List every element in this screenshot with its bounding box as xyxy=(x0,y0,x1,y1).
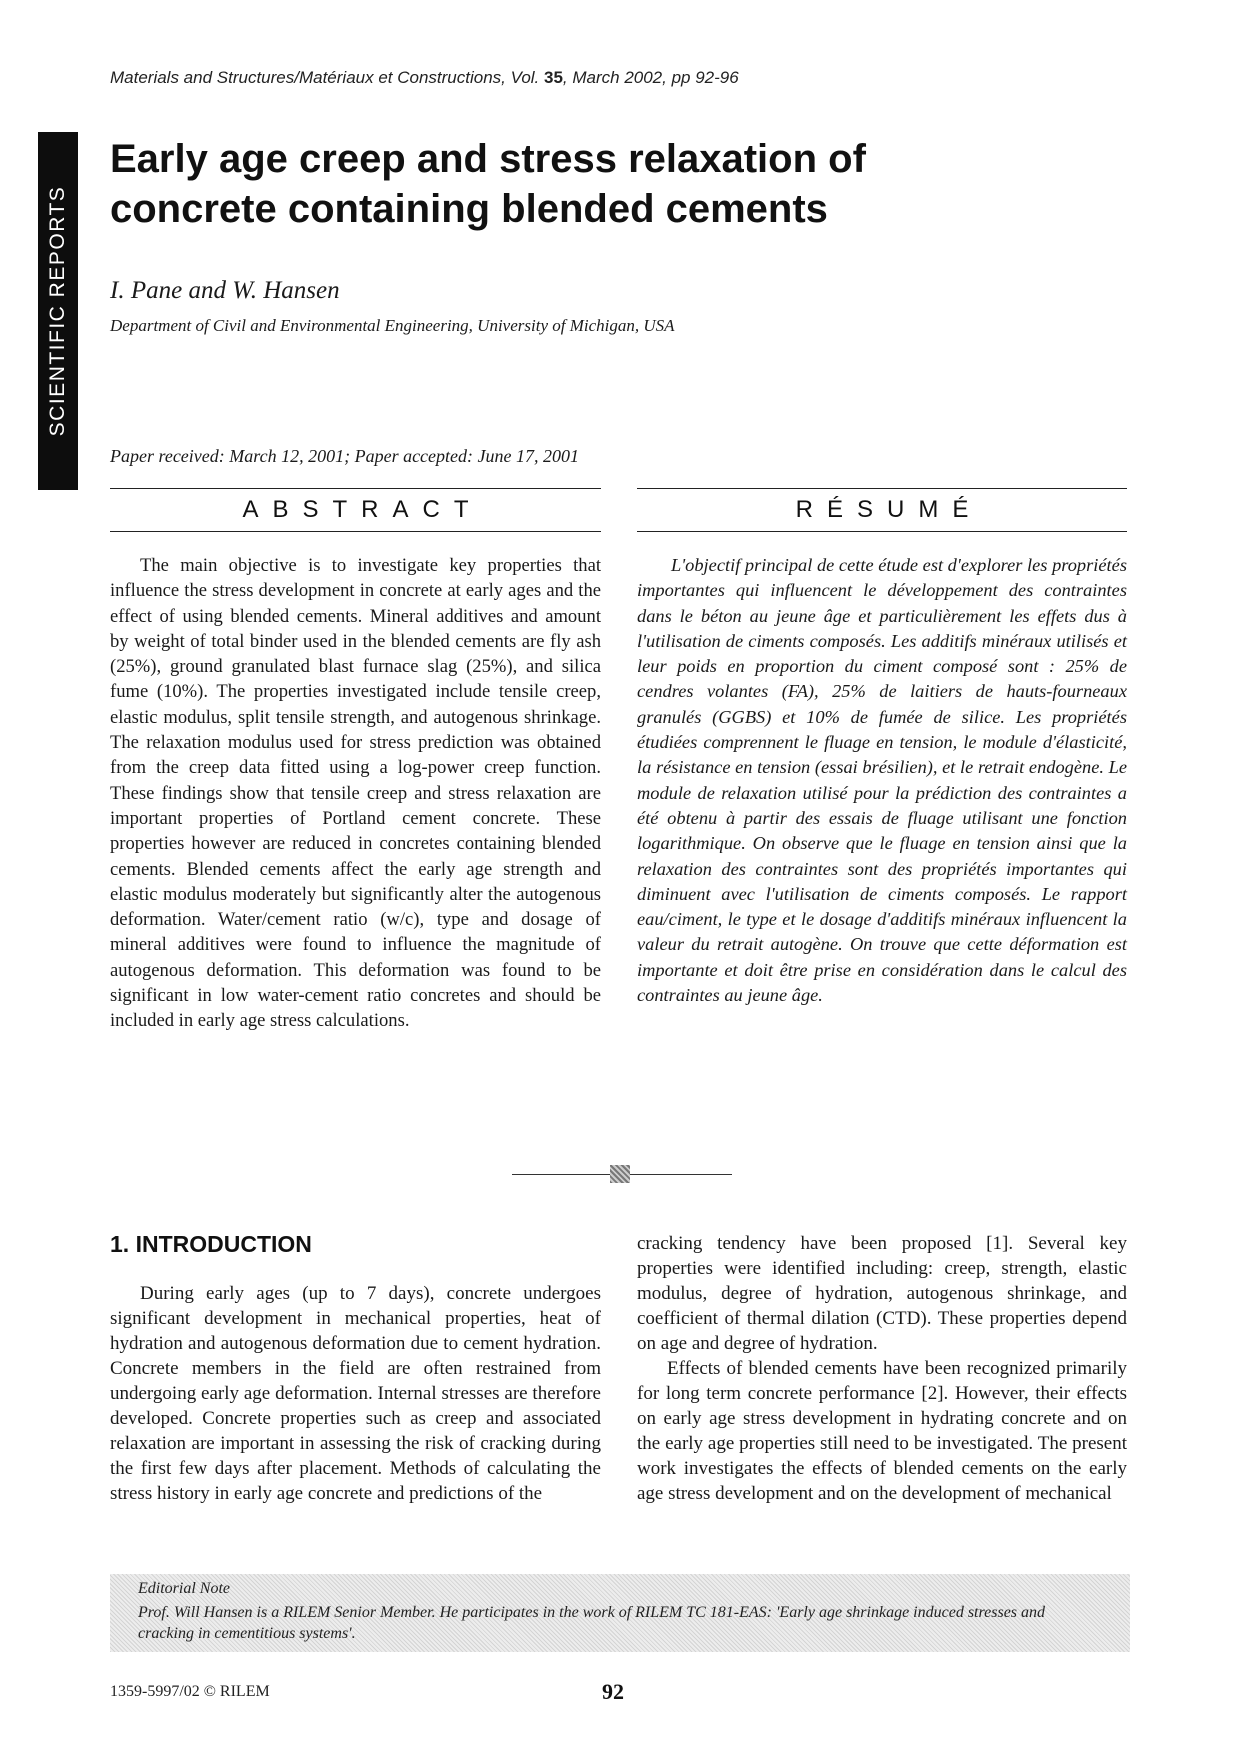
introduction-left-column xyxy=(110,1281,601,1506)
journal-header xyxy=(110,68,739,88)
author-affiliation: Department of Civil and Environmental Engineering, University of Michigan, USA xyxy=(110,316,675,335)
footer-issn: 1359-5997/02 © RILEM xyxy=(110,1683,270,1700)
journal-name: Materials and Structures/Matériaux et Constructions, Vol. xyxy=(110,68,544,87)
editorial-note-text: Prof. Will Hansen is a RILEM Senior Member. He participates in the work of RILEM TC 181-EAS: 'Early age shrinkage induced stresses and cracking in cementitious systems'. xyxy=(138,1604,1046,1642)
introduction-right-column xyxy=(637,1231,1127,1506)
resume-heading: RÉSUMÉ xyxy=(795,496,983,523)
introduction-paragraph-1-continued: cracking tendency have been proposed [1]. Several key properties were identified including: creep, strength, elastic modulus, degree of hydration, autogenous shrinkage, and coefficient of thermal dilation (CTD). These properties depend on age and degree of hydration. xyxy=(637,1233,1127,1354)
editorial-note-box xyxy=(110,1574,1130,1652)
divider-line-left xyxy=(512,1174,610,1175)
introduction-heading: 1. INTRODUCTION xyxy=(110,1231,312,1257)
abstract-top-rule xyxy=(110,488,601,489)
paper-title: Early age creep and stress relaxation of concrete containing blended cements xyxy=(110,137,866,231)
journal-issue-pages: , March 2002, pp 92-96 xyxy=(562,68,739,87)
resume-text xyxy=(637,553,1127,1008)
paper-dates: Paper received: March 12, 2001; Paper accepted: June 17, 2001 xyxy=(110,446,580,466)
divider-line-right xyxy=(630,1174,732,1175)
section-side-tab xyxy=(38,132,78,490)
introduction-paragraph-1: During early ages (up to 7 days), concrete undergoes significant development in mechanical properties, heat of hydration and autogenous deformation due to cement hydration. Concrete members in the field are often restrained from undergoing early age deformation. Internal stresses are therefore developed. Concrete properties such as creep and associated relaxation are important in assessing the risk of cracking during the first few days after placement. Methods of calculating the stress history in early age concrete and predictions of the xyxy=(110,1283,601,1504)
resume-top-rule xyxy=(637,488,1127,489)
resume-paragraph: L'objectif principal de cette étude est d'explorer les propriétés importantes qui influencent le développement des contraintes dans le béton au jeune âge et particulièrement les effets dus à l'utilisation de ciments composés. Les additifs minéraux utilisés et leur poids en proportion du ciment composé sont : 25% de cendres volantes (FA), 25% de laitiers de hauts-fourneaux granulés (GGBS) et 10% de fumée de silice. Les propriétés étudiées comprennent le fluage en tension, le module d'élasticité, la résistance en tension (essai brésilien), et le retrait endogène. Le module de relaxation utilisé pour la prédiction des contraintes a été obtenu à partir des essais de fluage utilisant une fonction logarithmique. On observe que le fluage en tension ainsi que la relaxation des contraintes sont des propriétés importantes qui diminuent avec l'utilisation de ciments composés. Le rapport eau/ciment, le type et le dosage d'additifs minéraux influencent la valeur du retrait autogène. On trouve que cette déformation est importante et doit être prise en considération dans le calcul des contraintes au jeune âge. xyxy=(637,555,1127,1006)
resume-bottom-rule xyxy=(637,531,1127,532)
abstract-heading: ABSTRACT xyxy=(242,496,483,523)
paper-authors: I. Pane and W. Hansen xyxy=(110,277,340,304)
abstract-paragraph: The main objective is to investigate key properties that influence the stress development in concrete at early ages and the effect of using blended cements. Mineral additives and amount by weight of total binder used in the blended cements are fly ash (25%), ground granulated blast furnace slag (25%), and silica fume (10%). The properties investigated include tensile creep, elastic modulus, split tensile strength, and autogenous shrinkage. The relaxation modulus used for stress prediction was obtained from the creep data fitted using a log-power creep function. These findings show that tensile creep and stress relaxation are important properties of Portland cement concrete. These properties however are reduced in concretes containing blended cements. Blended cements affect the early age strength and elastic modulus moderately but significantly alter the autogenous deformation. Water/cement ratio (w/c), type and dosage of mineral additives were found to influence the magnitude of autogenous deformation. This deformation was found to be significant in low water-cement ratio concretes and should be included in early age stress calculations. xyxy=(110,555,601,1032)
abstract-text xyxy=(110,553,601,1034)
side-tab-label: SCIENTIFIC REPORTS xyxy=(46,185,69,437)
page-number: 92 xyxy=(602,1679,624,1704)
divider-ornament-icon xyxy=(610,1165,630,1183)
abstract-bottom-rule xyxy=(110,531,601,532)
journal-volume: 35 xyxy=(544,68,563,87)
introduction-paragraph-2: Effects of blended cements have been recognized primarily for long term concrete performance [2]. However, their effects on early age stress development in hydrating concrete and on the early age properties still need to be investigated. The present work investigates the effects of blended cements on the early age stress development and on the development of mechanical xyxy=(637,1358,1127,1504)
editorial-note-title: Editorial Note xyxy=(138,1580,230,1597)
